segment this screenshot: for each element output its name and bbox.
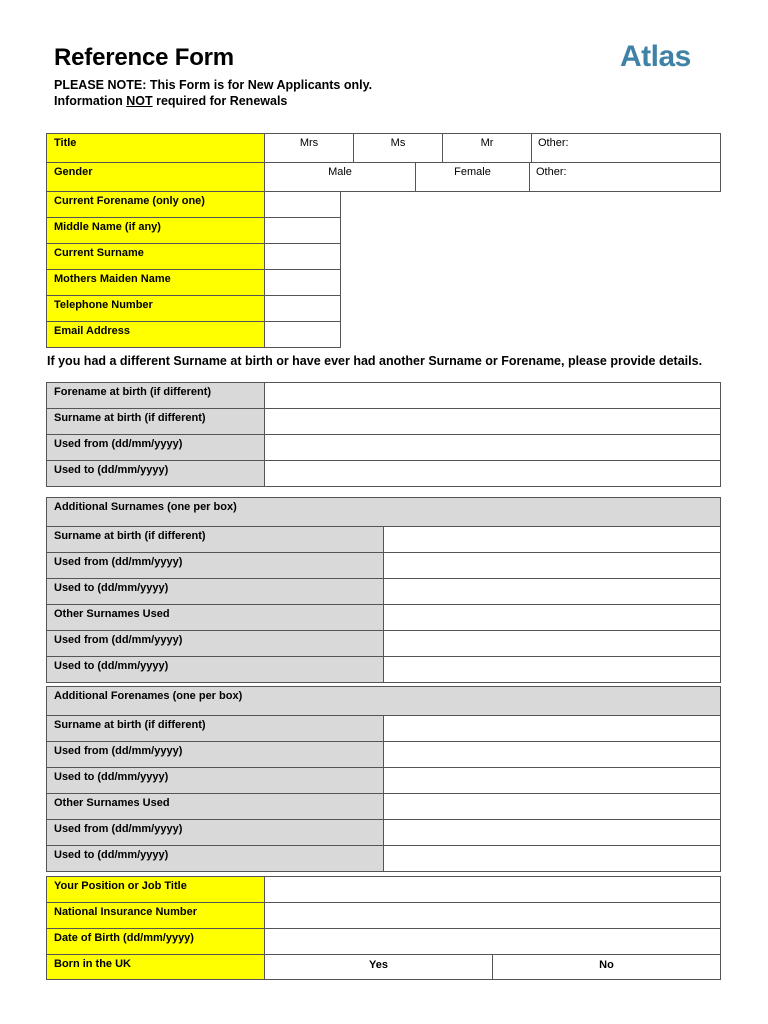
used-to-input[interactable] — [384, 579, 721, 605]
gender-options-cell — [265, 163, 721, 192]
field-label: National Insurance Number — [47, 903, 265, 929]
field-label: Current Surname — [47, 244, 265, 270]
title-option-mrs[interactable]: Mrs — [265, 134, 354, 162]
field-label: Mothers Maiden Name — [47, 270, 265, 296]
note-line-2 — [54, 93, 372, 109]
instruction-text: If you had a different Surname at birth or have ever had another Surname or Forename, please provide details. — [47, 354, 703, 368]
field-label: Surname at birth (if different) — [47, 409, 265, 435]
field-label: Used from (dd/mm/yyyy) — [47, 435, 265, 461]
section-heading: Additional Surnames (one per box) — [47, 498, 721, 527]
field-label: Used to (dd/mm/yyyy) — [47, 461, 265, 487]
middle-name-input[interactable] — [265, 218, 341, 244]
employment-details-table — [46, 876, 721, 980]
title-option-other[interactable]: Other: — [538, 137, 569, 149]
field-label: Used from (dd/mm/yyyy) — [47, 742, 384, 768]
field-label: Current Forename (only one) — [47, 192, 265, 218]
surname-input[interactable] — [384, 716, 721, 742]
title-option-mr[interactable]: Mr — [443, 134, 532, 162]
personal-details-table — [46, 133, 721, 348]
additional-surnames-table — [46, 497, 721, 683]
field-label: Surname at birth (if different) — [47, 527, 384, 553]
field-label: Used to (dd/mm/yyyy) — [47, 846, 384, 872]
title-options — [265, 134, 720, 162]
used-from-input[interactable] — [384, 631, 721, 657]
surname-input[interactable] — [384, 527, 721, 553]
title-options-cell — [265, 134, 721, 163]
field-label: Used to (dd/mm/yyyy) — [47, 579, 384, 605]
email-input[interactable] — [265, 322, 341, 348]
used-to-input[interactable] — [265, 461, 721, 487]
gender-option-female[interactable]: Female — [416, 163, 530, 191]
current-surname-input[interactable] — [265, 244, 341, 270]
field-label: Other Surnames Used — [47, 794, 384, 820]
maiden-name-input[interactable] — [265, 270, 341, 296]
page-title: Reference Form — [54, 44, 234, 71]
forename-at-birth-input[interactable] — [265, 383, 721, 409]
additional-forenames-table — [46, 686, 721, 872]
field-label: Other Surnames Used — [47, 605, 384, 631]
used-to-input[interactable] — [384, 768, 721, 794]
note-line-1: PLEASE NOTE: This Form is for New Applicants only. — [54, 78, 373, 92]
field-label: Your Position or Job Title — [47, 877, 265, 903]
used-to-input[interactable] — [384, 846, 721, 872]
field-label: Used to (dd/mm/yyyy) — [47, 768, 384, 794]
note-text: required for Renewals — [152, 94, 288, 108]
born-uk-label: Born in the UK — [47, 955, 265, 980]
gender-label: Gender — [47, 163, 265, 192]
telephone-input[interactable] — [265, 296, 341, 322]
birth-names-table — [46, 382, 721, 487]
field-label: Used from (dd/mm/yyyy) — [47, 820, 384, 846]
gender-option-other[interactable]: Other: — [536, 166, 567, 178]
used-from-input[interactable] — [384, 553, 721, 579]
job-title-input[interactable] — [265, 877, 721, 903]
used-from-input[interactable] — [384, 820, 721, 846]
applicant-note — [54, 77, 372, 109]
title-label: Title — [47, 134, 265, 163]
gender-options — [265, 163, 720, 191]
current-forename-input[interactable] — [265, 192, 341, 218]
dob-input[interactable] — [265, 929, 721, 955]
field-label: Telephone Number — [47, 296, 265, 322]
born-uk-no-option[interactable]: No — [493, 955, 721, 980]
note-emphasis: NOT — [126, 94, 153, 108]
used-from-input[interactable] — [384, 742, 721, 768]
used-to-input[interactable] — [384, 657, 721, 683]
field-label: Date of Birth (dd/mm/yyyy) — [47, 929, 265, 955]
section-heading: Additional Forenames (one per box) — [47, 687, 721, 716]
ni-number-input[interactable] — [265, 903, 721, 929]
title-option-ms[interactable]: Ms — [354, 134, 443, 162]
surname-at-birth-input[interactable] — [265, 409, 721, 435]
field-label: Used to (dd/mm/yyyy) — [47, 657, 384, 683]
field-label: Used from (dd/mm/yyyy) — [47, 553, 384, 579]
atlas-logo: Atlas — [620, 40, 691, 73]
gender-option-male[interactable]: Male — [265, 163, 416, 191]
field-label: Used from (dd/mm/yyyy) — [47, 631, 384, 657]
other-surnames-input[interactable] — [384, 794, 721, 820]
born-uk-yes-option[interactable]: Yes — [265, 955, 493, 980]
field-label: Email Address — [47, 322, 265, 348]
field-label: Middle Name (if any) — [47, 218, 265, 244]
field-label: Surname at birth (if different) — [47, 716, 384, 742]
used-from-input[interactable] — [265, 435, 721, 461]
note-text: Information — [54, 94, 127, 108]
field-label: Forename at birth (if different) — [47, 383, 265, 409]
other-surnames-input[interactable] — [384, 605, 721, 631]
